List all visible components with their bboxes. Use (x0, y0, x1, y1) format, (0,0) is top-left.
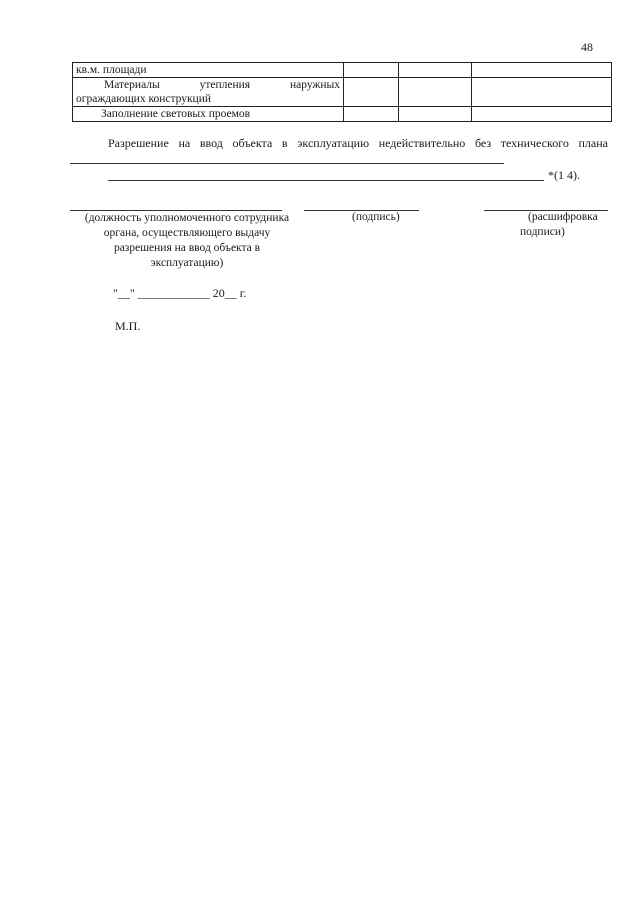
decoding-caption: (расшифровка (528, 211, 598, 223)
stamp-placeholder: М.П. (115, 319, 141, 333)
table-cell-label-line: ограждающих конструкций (76, 93, 212, 105)
permission-sentence: Разрешение на ввод объекта в эксплуатацию недействительно без технического плана (108, 136, 608, 150)
table-cell (344, 63, 399, 78)
table-cell-label: кв.м. площади (73, 63, 344, 78)
table-cell (472, 63, 612, 78)
characteristics-table (72, 62, 612, 122)
signature-caption: (подпись) (352, 211, 400, 223)
date-line: "__" ____________ 20__ г. (113, 286, 247, 300)
table-cell-label: Заполнение световых проемов (73, 107, 344, 122)
table-cell (344, 107, 399, 122)
fill-in-line (108, 180, 544, 181)
table-row (73, 63, 612, 78)
page-number: 48 (581, 40, 593, 54)
table-cell (399, 78, 472, 107)
table-cell (472, 78, 612, 107)
table-cell (344, 78, 399, 107)
table-row (73, 107, 612, 122)
decoding-caption: подписи) (520, 226, 565, 238)
footnote-ref: *(1 4). (548, 168, 580, 182)
table-cell (472, 107, 612, 122)
table-cell-label (73, 78, 344, 107)
table-cell (399, 63, 472, 78)
table-cell (399, 107, 472, 122)
table-cell-label-line: Материалы утепления наружных (104, 79, 340, 91)
position-caption: (должность уполномоченного сотрудника органа, осуществляющего выдачу разрешения на ввод объекта в эксплуатацию) (84, 212, 290, 269)
fill-in-line (70, 163, 504, 164)
table-row (73, 78, 612, 107)
